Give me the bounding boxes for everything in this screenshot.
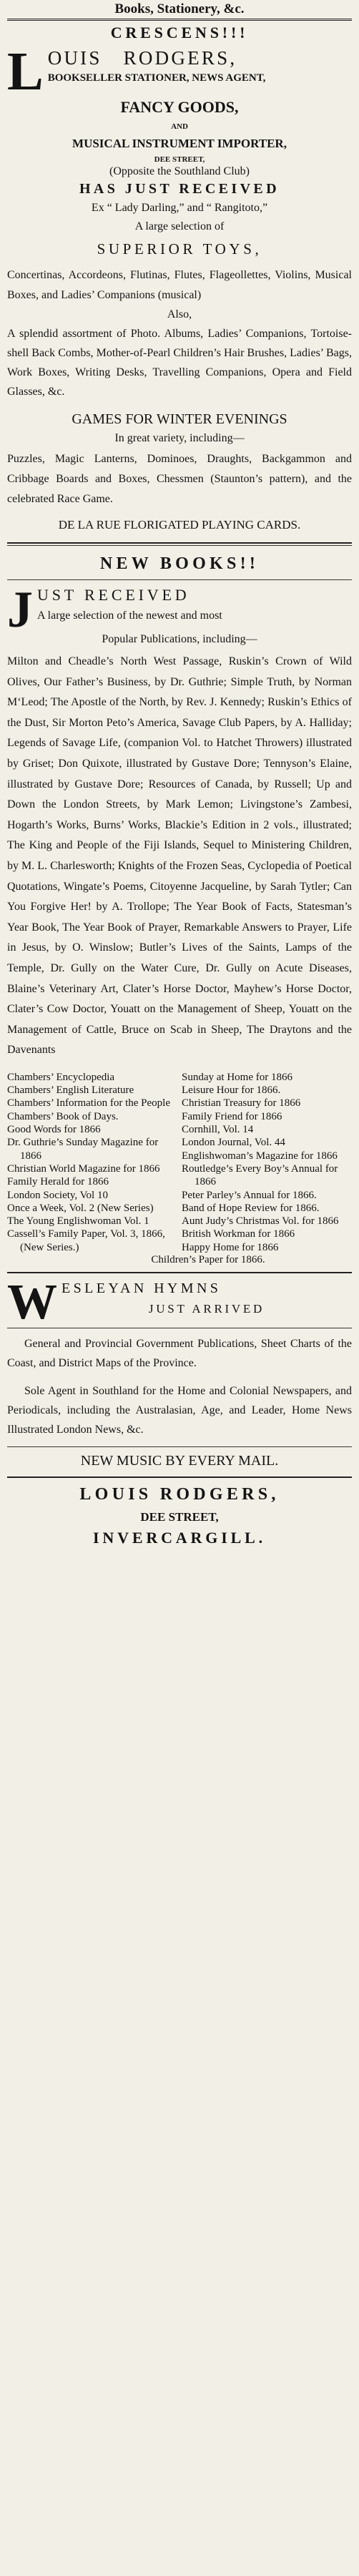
periodical-item: London Journal, Vol. 44 bbox=[182, 1137, 285, 1149]
divider bbox=[7, 542, 352, 544]
periodical-item: Chambers’ Information for the People bbox=[7, 1097, 170, 1110]
periodical-item: Chambers’ English Literature bbox=[7, 1084, 134, 1097]
advert-hymns bbox=[7, 1275, 352, 1547]
drop-cap: W bbox=[7, 1275, 57, 1331]
periodical-item: The Young Englishwoman Vol. 1 bbox=[7, 1215, 149, 1228]
periodical-item: Christian Treasury for 1866 bbox=[182, 1097, 301, 1110]
toys-list: Concertinas, Accordeons, Flutinas, Flutes, Flageollettes, Violins, Musical Boxes, and Ladies’ Companions (musical) bbox=[7, 269, 352, 301]
periodical-item: Christian World Magazine for 1866 bbox=[7, 1162, 160, 1175]
just-arrived: JUST ARRIVED bbox=[148, 1302, 265, 1316]
periodical-item: Peter Parley’s Annual for 1866. bbox=[182, 1189, 317, 1201]
periodical-item: Dr. Guthrie’s Sunday Magazine for 1866 bbox=[7, 1137, 159, 1162]
selection-intro: A large selection of bbox=[134, 220, 225, 232]
importer: MUSICAL INSTRUMENT IMPORTER, bbox=[72, 137, 287, 150]
received-block bbox=[7, 581, 352, 638]
also-label: Also, bbox=[167, 308, 192, 320]
periodical-item: Englishwoman’s Magazine for 1866 bbox=[182, 1150, 338, 1162]
divider bbox=[7, 579, 352, 580]
crescens-heading: CRESCENS!!! bbox=[110, 24, 249, 41]
periodical-item: Once a Week, Vol. 2 (New Series) bbox=[7, 1202, 154, 1214]
also-list: A splendid assortment of Photo. Albums, Ladies’ Companions, Tortoise-shell Back Combs, Mother-of-Pearl Children’s Hair Brushes, Ladies’ Bags, Work Boxes, Writing Desks, Travelling Companions, Opera and Field Glasses, &c. bbox=[7, 328, 352, 398]
childrens-paper: Children’s Paper for 1866. bbox=[151, 1254, 265, 1266]
hymns-block bbox=[7, 1275, 352, 1331]
periodical-item: Routledge’s Every Boy’s Annual for 1866 bbox=[182, 1162, 338, 1188]
periodical-item: Family Friend for 1866 bbox=[182, 1110, 282, 1122]
occupations: BOOKSELLER STATIONER, NEWS AGENT, bbox=[47, 72, 266, 84]
periodical-item: Aunt Judy’s Christmas Vol. for 1866 bbox=[182, 1215, 339, 1228]
divider bbox=[7, 19, 352, 21]
periodicals-columns bbox=[7, 1071, 352, 1254]
new-music: NEW MUSIC BY EVERY MAIL. bbox=[80, 1453, 279, 1469]
superior-toys: SUPERIOR TOYS, bbox=[97, 240, 262, 258]
footer-name: LOUIS RODGERS, bbox=[79, 1485, 280, 1504]
games-heading: GAMES FOR WINTER EVENINGS bbox=[72, 411, 287, 427]
books-intro-2: Popular Publications, including— bbox=[102, 633, 257, 645]
divider bbox=[7, 545, 352, 546]
playing-cards: DE LA RUE FLORIGATED PLAYING CARDS. bbox=[58, 518, 301, 532]
divider bbox=[7, 1446, 352, 1447]
ships: Ex “ Lady Darling,” and “ Rangitoto,” bbox=[91, 202, 268, 214]
periodical-item: Cassell’s Family Paper, Vol. 3, 1866, (New Series.) bbox=[7, 1228, 165, 1253]
periodical-item: Chambers’ Encyclopedia bbox=[7, 1071, 115, 1083]
advert-new-books bbox=[7, 554, 352, 1266]
books-intro-1: A large selection of the newest and most bbox=[37, 609, 222, 622]
periodicals-left bbox=[7, 1071, 177, 1254]
has-just-received: HAS JUST RECEIVED bbox=[79, 181, 280, 197]
section-header-text: Books, Stationery, &c. bbox=[114, 1, 245, 16]
periodical-item: London Society, Vol 10 bbox=[7, 1189, 108, 1201]
street: DEE STREET, bbox=[154, 155, 205, 164]
fancy-goods: FANCY GOODS, bbox=[120, 98, 239, 116]
business-name: OUIS RODGERS, bbox=[47, 47, 237, 69]
footer-street: DEE STREET, bbox=[140, 1510, 219, 1524]
just-received: UST RECEIVED bbox=[37, 586, 190, 604]
opposite: (Opposite the Southland Club) bbox=[109, 165, 250, 177]
name-block bbox=[7, 41, 352, 102]
periodical-item: Band of Hope Review for 1866. bbox=[182, 1202, 320, 1214]
section-header bbox=[7, 0, 352, 19]
divider bbox=[7, 1272, 352, 1273]
periodical-item: Leisure Hour for 1866. bbox=[182, 1084, 281, 1097]
drop-cap: J bbox=[7, 581, 33, 638]
sole-agent: Sole Agent in Southland for the Home and Colonial Newspapers, and Periodicals, including the Australasian, Age, and Leader, Home News Illustrated London News, &c. bbox=[7, 1385, 352, 1436]
footer-town: INVERCARGILL. bbox=[92, 1529, 266, 1547]
and-label: AND bbox=[171, 122, 188, 131]
periodical-item: Happy Home for 1866 bbox=[182, 1241, 279, 1253]
advert-rodgers bbox=[7, 24, 352, 535]
periodical-item: Cornhill, Vol. 14 bbox=[182, 1124, 254, 1136]
new-books-heading: NEW BOOKS!! bbox=[99, 554, 260, 573]
government-publications: General and Provincial Government Publications, Sheet Charts of the Coast, and District Maps of the Province. bbox=[7, 1338, 352, 1370]
periodical-item: Good Words for 1866 bbox=[7, 1124, 101, 1136]
wesleyan-hymns: ESLEYAN HYMNS bbox=[62, 1280, 222, 1297]
periodical-item: British Workman for 1866 bbox=[182, 1228, 295, 1240]
drop-cap: L bbox=[7, 41, 44, 102]
periodical-item: Family Herald for 1866 bbox=[7, 1176, 109, 1188]
books-list: Milton and Cheadle’s North West Passage, Ruskin’s Crown of Wild Olives, Our Father’s Business, by Dr. Guthrie; Simple Truth, by Norman M‘Leod; The Apostle of the North, by Rev. J. Kennedy; Ruskin’s Ethics of the Dust, Sir Morton Peto’s America, Savage Club Papers, by A. Halliday; Legends of Savage Life, (companion Vol. to Hatchet Throwers) illustrated by Griset; Don Quixote, illustrated by Gustave Dore; Tennyson’s Elaine, illustrated by Gustave Dore; Resources of Canada, by Russell; Up and Down the London Streets, by Mark Lemon; Livingstone’s Zambesi, Hogarth’s Works, Burns’ Works, Blackie’s Edition in 2 vols., illustrated; The King and People of the Fiji Islands, Sequel to Ministering Children, by M. L. Charlesworth; Knights of the Frozen Seas, Cyclopedia of Poetical Quotations, Wingate’s Poems, Citoyenne Jacqueline, by Sarah Tytler; Can You Forgive Her! by A. Trollope; The Year Book of Facts, Statesman’s Year Book, The Year Book of Prayer, Remarkable Answers to Prayer, Life in Jesus, by O. Winslow; Butler’s Lives of the Saints, Lamps of the Temple, Dr. Gully on the Water Cure, Dr. Gully on Acute Diseases, Blaine’s Veterinary Art, Clater’s Horse Doctor, Mayhew’s Horse Doctor, Clater’s Cow Doctor, Youatt on the Management of Sheep, Youatt on the Management of Cattle, Bruce on Scab in Sheep, The Draytons and the Davenants bbox=[7, 655, 352, 1057]
divider bbox=[7, 1476, 352, 1478]
periodical-item: Chambers’ Book of Days. bbox=[7, 1110, 119, 1122]
periodicals-right bbox=[182, 1071, 352, 1254]
periodical-item: Sunday at Home for 1866 bbox=[182, 1071, 292, 1083]
games-intro: In great variety, including— bbox=[114, 432, 245, 444]
games-list: Puzzles, Magic Lanterns, Dominoes, Draughts, Backgammon and Cribbage Boards and Boxes, Chessmen (Staunton’s pattern), and the celebrated Race Game. bbox=[7, 453, 352, 505]
